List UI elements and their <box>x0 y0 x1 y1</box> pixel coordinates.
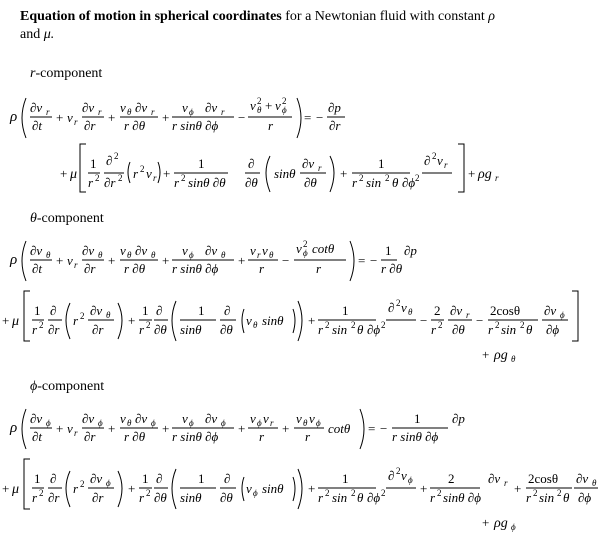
svg-text:r: r <box>32 322 38 337</box>
phi-component-heading: ϕ-component <box>30 379 105 394</box>
svg-text:r: r <box>221 107 225 117</box>
svg-text:sinθ: sinθ <box>262 481 284 496</box>
svg-text:v: v <box>309 411 315 426</box>
svg-text:r: r <box>139 322 145 337</box>
svg-text:ϕ: ϕ <box>253 488 258 498</box>
svg-text:∂p: ∂p <box>328 100 341 115</box>
svg-text:ϕ: ϕ <box>189 107 194 117</box>
svg-text:+: + <box>282 421 290 436</box>
svg-text:∂t: ∂t <box>32 118 43 133</box>
svg-text:+: + <box>468 166 476 181</box>
svg-text:+: + <box>108 421 116 436</box>
svg-text:v: v <box>120 100 126 115</box>
svg-text:∂r: ∂r <box>48 322 60 337</box>
svg-text:ϕ: ϕ <box>221 418 226 428</box>
svg-text:+: + <box>2 481 10 496</box>
svg-text:r: r <box>259 261 265 276</box>
svg-text:ϕ: ϕ <box>257 418 262 428</box>
svg-text:v: v <box>401 468 407 483</box>
svg-text:+: + <box>56 110 64 125</box>
svg-text:θ: θ <box>46 250 51 260</box>
svg-text:∂: ∂ <box>388 300 395 315</box>
svg-text:r: r <box>318 322 324 337</box>
svg-text:2: 2 <box>381 320 386 330</box>
svg-text:θ: θ <box>511 354 516 364</box>
svg-text:sinθ: sinθ <box>180 322 202 337</box>
svg-text:θ: θ <box>127 250 132 260</box>
svg-text:2: 2 <box>448 471 455 486</box>
svg-text:∂v: ∂v <box>30 100 43 115</box>
svg-text:∂r: ∂r <box>92 490 104 505</box>
svg-text:2: 2 <box>434 303 441 318</box>
svg-text:θ: θ <box>563 490 570 505</box>
svg-text:2: 2 <box>282 96 287 106</box>
svg-text:2: 2 <box>437 488 442 498</box>
svg-text:2cosθ: 2cosθ <box>490 303 521 318</box>
svg-text:r sinθ ∂ϕ: r sinθ ∂ϕ <box>172 429 219 444</box>
svg-text:v: v <box>146 166 152 181</box>
svg-text:v: v <box>263 411 269 426</box>
theta-equation <box>0 235 601 380</box>
svg-text:2: 2 <box>181 173 186 183</box>
svg-text:∂v: ∂v <box>205 100 218 115</box>
svg-text:θ: θ <box>106 310 111 320</box>
svg-text:1: 1 <box>198 303 205 318</box>
svg-text:sinθ ∂ϕ: sinθ ∂ϕ <box>443 490 481 505</box>
svg-text:ρg: ρg <box>494 516 508 531</box>
svg-text:2: 2 <box>385 173 390 183</box>
svg-text:−: − <box>370 253 378 268</box>
svg-text:+: + <box>128 481 136 496</box>
svg-text:sin: sin <box>366 175 382 190</box>
svg-text:v: v <box>120 243 126 258</box>
svg-text:v: v <box>67 253 73 268</box>
svg-text:+: + <box>308 313 316 328</box>
svg-text:∂v: ∂v <box>90 303 103 318</box>
svg-text:∂v: ∂v <box>576 471 589 486</box>
svg-text:∂ϕ: ∂ϕ <box>546 322 560 337</box>
svg-text:1: 1 <box>34 303 41 318</box>
svg-text:r: r <box>74 428 78 438</box>
svg-text:−: − <box>282 253 290 268</box>
svg-text:∂r: ∂r <box>84 261 96 276</box>
svg-text:2: 2 <box>146 488 151 498</box>
svg-text:θ: θ <box>592 478 597 488</box>
svg-text:∂v: ∂v <box>82 243 95 258</box>
svg-text:θ: θ <box>257 105 262 115</box>
svg-text:r: r <box>316 261 322 276</box>
svg-text:∂v: ∂v <box>205 411 218 426</box>
svg-text:∂ϕ: ∂ϕ <box>367 490 381 505</box>
svg-text:=: = <box>304 110 312 125</box>
svg-text:r: r <box>495 173 499 183</box>
svg-text:v: v <box>437 153 443 168</box>
svg-text:r: r <box>74 260 78 270</box>
svg-text:1: 1 <box>90 156 97 171</box>
svg-text:θ: θ <box>357 490 364 505</box>
svg-text:2: 2 <box>146 320 151 330</box>
svg-text:r: r <box>73 481 79 496</box>
svg-text:+: + <box>108 110 116 125</box>
svg-text:+: + <box>60 166 68 181</box>
svg-text:ϕ: ϕ <box>189 250 194 260</box>
svg-text:ϕ: ϕ <box>189 418 194 428</box>
svg-text:∂v: ∂v <box>135 243 148 258</box>
svg-text:r: r <box>153 173 157 183</box>
intro-paragraph <box>20 8 590 44</box>
intro-rho: ρ <box>488 9 495 24</box>
svg-text:v: v <box>120 411 126 426</box>
svg-text:∂θ: ∂θ <box>154 490 167 505</box>
svg-text:sin: sin <box>332 490 348 505</box>
svg-text:sinθ ∂θ: sinθ ∂θ <box>188 175 226 190</box>
svg-text:2: 2 <box>359 173 364 183</box>
r-equation <box>0 92 601 202</box>
svg-text:∂: ∂ <box>424 153 431 168</box>
svg-text:1: 1 <box>378 156 385 171</box>
svg-text:θ: θ <box>253 320 258 330</box>
svg-text:θ: θ <box>221 250 226 260</box>
svg-text:v: v <box>246 481 252 496</box>
svg-text:−: − <box>238 110 246 125</box>
svg-text:r: r <box>139 490 145 505</box>
svg-text:ρ: ρ <box>10 252 18 268</box>
svg-text:2: 2 <box>80 311 85 321</box>
svg-text:∂v: ∂v <box>450 303 463 318</box>
svg-text:sinθ: sinθ <box>274 166 296 181</box>
svg-text:ϕ: ϕ <box>46 418 51 428</box>
svg-text:∂v: ∂v <box>30 243 43 258</box>
svg-text:2: 2 <box>438 320 443 330</box>
svg-text:ϕ: ϕ <box>560 310 565 320</box>
svg-text:v: v <box>182 411 188 426</box>
svg-text:∂: ∂ <box>156 303 163 318</box>
svg-text:r sinθ ∂ϕ: r sinθ ∂ϕ <box>392 429 439 444</box>
svg-text:1: 1 <box>142 303 149 318</box>
svg-text:∂: ∂ <box>106 153 113 168</box>
svg-text:r: r <box>259 429 265 444</box>
svg-text:∂r: ∂r <box>329 118 341 133</box>
svg-text:v: v <box>246 313 252 328</box>
svg-text:∂p: ∂p <box>404 243 417 258</box>
svg-text:2: 2 <box>140 164 145 174</box>
svg-text:r: r <box>270 418 274 428</box>
svg-text:r ∂θ: r ∂θ <box>124 261 146 276</box>
svg-text:∂: ∂ <box>248 156 255 171</box>
svg-text:v: v <box>275 98 281 113</box>
phi-equation <box>0 403 601 548</box>
intro-and: and <box>20 27 44 42</box>
svg-text:−: − <box>316 110 324 125</box>
svg-text:∂ϕ: ∂ϕ <box>402 175 416 190</box>
svg-text:1: 1 <box>385 243 392 258</box>
intro-mu: μ. <box>43 27 55 42</box>
svg-text:2: 2 <box>415 173 420 183</box>
svg-text:ϕ: ϕ <box>151 418 156 428</box>
svg-text:+: + <box>162 110 170 125</box>
svg-text:r: r <box>257 250 261 260</box>
svg-text:θ: θ <box>269 250 274 260</box>
svg-text:∂r: ∂r <box>104 175 116 190</box>
svg-text:θ: θ <box>98 250 103 260</box>
svg-text:1: 1 <box>414 411 421 426</box>
svg-text:+: + <box>420 481 428 496</box>
svg-text:r: r <box>318 163 322 173</box>
svg-text:2: 2 <box>80 479 85 489</box>
svg-text:∂r: ∂r <box>92 322 104 337</box>
svg-text:r: r <box>74 117 78 127</box>
svg-text:2: 2 <box>351 320 356 330</box>
svg-text:1: 1 <box>342 303 349 318</box>
svg-text:2cosθ: 2cosθ <box>528 471 559 486</box>
svg-text:∂θ: ∂θ <box>154 322 167 337</box>
svg-text:r: r <box>32 490 38 505</box>
svg-text:v: v <box>182 100 188 115</box>
svg-text:∂: ∂ <box>224 303 231 318</box>
svg-text:v: v <box>182 243 188 258</box>
svg-text:r: r <box>268 118 274 133</box>
svg-text:∂: ∂ <box>156 471 163 486</box>
svg-text:2: 2 <box>351 488 356 498</box>
svg-text:=: = <box>368 421 376 436</box>
svg-text:2: 2 <box>520 320 525 330</box>
svg-text:−: − <box>380 421 388 436</box>
svg-text:v: v <box>250 98 256 113</box>
svg-text:+: + <box>308 481 316 496</box>
svg-text:μ: μ <box>12 314 20 329</box>
svg-text:+: + <box>108 253 116 268</box>
svg-text:∂p: ∂p <box>452 411 465 426</box>
svg-text:∂θ: ∂θ <box>304 175 317 190</box>
svg-text:+: + <box>238 253 246 268</box>
svg-text:r: r <box>466 310 470 320</box>
intro-title: Equation of motion in spherical coordinates <box>20 9 282 24</box>
svg-text:+: + <box>128 313 136 328</box>
r-component-heading: r-component <box>30 66 103 81</box>
svg-text:2: 2 <box>396 298 401 308</box>
svg-text:v: v <box>250 243 256 258</box>
svg-text:2: 2 <box>303 239 308 249</box>
svg-text:v: v <box>296 411 302 426</box>
svg-text:+: + <box>56 421 64 436</box>
svg-text:∂ϕ: ∂ϕ <box>367 322 381 337</box>
svg-text:v: v <box>401 300 407 315</box>
svg-text:θ: θ <box>357 322 364 337</box>
intro-rest: for a Newtonian fluid with constant <box>281 9 489 24</box>
svg-text:v: v <box>250 411 256 426</box>
svg-text:+: + <box>482 515 490 530</box>
svg-text:r sinθ ∂ϕ: r sinθ ∂ϕ <box>172 261 219 276</box>
svg-text:+: + <box>238 421 246 436</box>
svg-text:1: 1 <box>34 471 41 486</box>
svg-text:ϕ: ϕ <box>316 418 321 428</box>
svg-text:1: 1 <box>198 471 205 486</box>
svg-text:∂θ: ∂θ <box>220 322 233 337</box>
svg-text:∂: ∂ <box>50 303 57 318</box>
svg-text:=: = <box>358 253 366 268</box>
svg-text:r: r <box>488 322 494 337</box>
svg-text:∂v: ∂v <box>544 303 557 318</box>
svg-text:v: v <box>262 243 268 258</box>
svg-text:∂v: ∂v <box>82 100 95 115</box>
svg-text:r: r <box>318 490 324 505</box>
svg-text:∂θ: ∂θ <box>452 322 465 337</box>
svg-text:2: 2 <box>257 96 262 106</box>
svg-text:cotθ: cotθ <box>312 241 335 256</box>
svg-text:2: 2 <box>325 320 330 330</box>
svg-text:r: r <box>46 107 50 117</box>
svg-text:r: r <box>526 490 532 505</box>
svg-text:ϕ: ϕ <box>106 478 111 488</box>
svg-text:2: 2 <box>557 488 562 498</box>
svg-text:θ: θ <box>526 322 533 337</box>
svg-text:ρg: ρg <box>478 167 492 182</box>
svg-text:∂: ∂ <box>224 471 231 486</box>
svg-text:θ: θ <box>303 418 308 428</box>
svg-text:r: r <box>352 175 358 190</box>
svg-text:μ: μ <box>12 482 20 497</box>
svg-text:1: 1 <box>198 156 205 171</box>
svg-text:∂v: ∂v <box>30 411 43 426</box>
svg-text:μ: μ <box>70 167 78 182</box>
svg-text:θ: θ <box>408 307 413 317</box>
svg-text:∂v: ∂v <box>205 243 218 258</box>
svg-text:∂r: ∂r <box>48 490 60 505</box>
svg-text:+: + <box>56 253 64 268</box>
svg-text:+: + <box>482 347 490 362</box>
svg-text:sin: sin <box>332 322 348 337</box>
svg-text:∂r: ∂r <box>84 118 96 133</box>
svg-text:ϕ: ϕ <box>282 105 287 115</box>
svg-text:ρ: ρ <box>10 420 18 436</box>
svg-text:r: r <box>88 175 94 190</box>
svg-text:2: 2 <box>95 173 100 183</box>
svg-text:θ: θ <box>151 250 156 260</box>
svg-text:ϕ: ϕ <box>98 418 103 428</box>
svg-text:r: r <box>504 478 508 488</box>
svg-text:2: 2 <box>533 488 538 498</box>
svg-text:θ: θ <box>127 418 132 428</box>
svg-text:ρg: ρg <box>494 348 508 363</box>
svg-text:2: 2 <box>325 488 330 498</box>
svg-text:∂v: ∂v <box>488 471 501 486</box>
svg-text:r: r <box>133 166 139 181</box>
svg-text:cotθ: cotθ <box>328 421 351 436</box>
svg-text:2: 2 <box>396 466 401 476</box>
svg-text:2: 2 <box>118 173 123 183</box>
svg-text:∂: ∂ <box>50 471 57 486</box>
svg-text:−: − <box>476 313 484 328</box>
svg-text:r: r <box>305 429 311 444</box>
svg-text:sin: sin <box>501 322 517 337</box>
svg-text:r ∂θ: r ∂θ <box>124 118 146 133</box>
svg-text:∂t: ∂t <box>32 429 43 444</box>
svg-text:2: 2 <box>114 151 119 161</box>
svg-text:∂v: ∂v <box>135 100 148 115</box>
svg-text:1: 1 <box>142 471 149 486</box>
svg-text:∂θ: ∂θ <box>220 490 233 505</box>
svg-text:θ: θ <box>127 107 132 117</box>
svg-text:∂v: ∂v <box>302 156 315 171</box>
svg-text:ϕ: ϕ <box>408 475 413 485</box>
svg-text:2: 2 <box>381 488 386 498</box>
svg-text:2: 2 <box>39 488 44 498</box>
svg-text:∂t: ∂t <box>32 261 43 276</box>
svg-text:∂v: ∂v <box>135 411 148 426</box>
svg-text:+: + <box>265 98 273 113</box>
theta-component-heading: θ-component <box>30 211 104 226</box>
svg-text:r: r <box>444 160 448 170</box>
svg-text:sinθ: sinθ <box>180 490 202 505</box>
svg-text:r ∂θ: r ∂θ <box>124 429 146 444</box>
svg-text:+: + <box>514 481 522 496</box>
svg-text:−: − <box>420 313 428 328</box>
svg-text:ϕ: ϕ <box>511 522 516 532</box>
svg-text:∂v: ∂v <box>82 411 95 426</box>
svg-text:ϕ: ϕ <box>303 248 308 258</box>
svg-text:v: v <box>296 241 302 256</box>
svg-text:r: r <box>73 313 79 328</box>
rho-symbol: ρ <box>10 109 18 125</box>
svg-text:2: 2 <box>432 151 437 161</box>
svg-text:∂v: ∂v <box>90 471 103 486</box>
svg-text:+: + <box>340 166 348 181</box>
svg-text:r ∂θ: r ∂θ <box>381 261 403 276</box>
svg-text:+: + <box>162 253 170 268</box>
svg-text:∂ϕ: ∂ϕ <box>578 490 592 505</box>
svg-text:r: r <box>430 490 436 505</box>
svg-text:∂: ∂ <box>388 468 395 483</box>
svg-text:θ: θ <box>392 175 399 190</box>
svg-text:r: r <box>151 107 155 117</box>
svg-text:+: + <box>162 421 170 436</box>
svg-text:v: v <box>67 110 73 125</box>
svg-text:∂r: ∂r <box>84 429 96 444</box>
svg-text:+: + <box>2 313 10 328</box>
svg-text:v: v <box>67 421 73 436</box>
svg-text:sin: sin <box>539 490 555 505</box>
svg-text:r: r <box>174 175 180 190</box>
svg-text:2: 2 <box>39 320 44 330</box>
svg-text:1: 1 <box>342 471 349 486</box>
svg-text:∂θ: ∂θ <box>245 175 258 190</box>
svg-text:r sinθ ∂ϕ: r sinθ ∂ϕ <box>172 118 219 133</box>
svg-text:r: r <box>98 107 102 117</box>
svg-text:2: 2 <box>495 320 500 330</box>
svg-text:+: + <box>163 166 171 181</box>
svg-text:sinθ: sinθ <box>262 313 284 328</box>
svg-text:r: r <box>431 322 437 337</box>
